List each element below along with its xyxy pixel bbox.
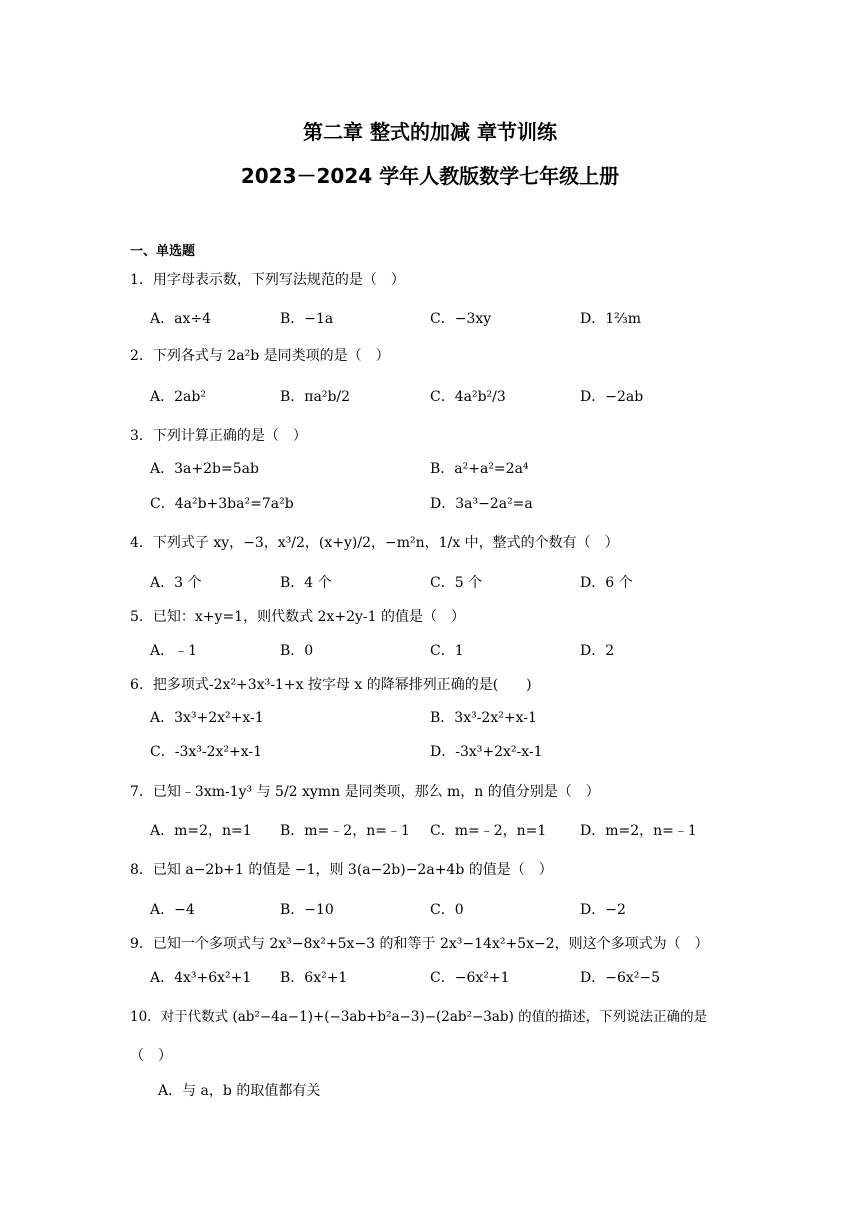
option-c: C．-3x³-2x²+x-1 <box>150 744 263 760</box>
question-10-stem: 10．对于代数式 (ab²−4a−1)+(−3ab+b²a−3)−(2ab²−3ab) 的值的描述，下列说法正确的是 <box>130 1009 708 1025</box>
question-9-stem: 9．已知一个多项式与 2x³−8x²+5x−3 的和等于 2x³−14x²+5x−2，则这个多项式为（ ） <box>130 936 709 952</box>
option-a: A．m=2，n=1 <box>150 823 252 839</box>
option-b: B．a²+a²=2a⁴ <box>430 461 529 477</box>
option-b: B．πa²b/2 <box>280 389 351 405</box>
option-c: C．1 <box>430 643 464 659</box>
section-heading: 一、单选题 <box>130 244 196 259</box>
option-a: A．3x³+2x²+x-1 <box>150 710 264 726</box>
option-d: D．3a³−2a²=a <box>430 496 533 512</box>
question-10-stem-cont: （ ） <box>130 1048 172 1064</box>
question-8-stem: 8．已知 a−2b+1 的值是 −1，则 3(a−2b)−2a+4b 的值是（ ） <box>130 862 553 878</box>
option-b: B．m=﹣2，n=﹣1 <box>280 823 410 839</box>
option-d: D．−2 <box>580 902 626 918</box>
option-d: D．1⅔m <box>580 311 641 327</box>
option-d: D．−6x²−5 <box>580 970 661 986</box>
question-4-stem: 4．下列式子 xy，−3，x³/2，(x+y)/2，−m²n，1/x 中，整式的个数有（ ） <box>130 535 619 551</box>
option-c: C．−6x²+1 <box>430 970 510 986</box>
document-subtitle: 2023－2024 学年人教版数学七年级上册 <box>240 164 620 188</box>
option-b: B．0 <box>280 643 314 659</box>
option-d: D．−2ab <box>580 389 644 405</box>
option-c: C．m=﹣2，n=1 <box>430 823 547 839</box>
option-a: A．3 个 <box>150 575 202 591</box>
question-3-stem: 3．下列计算正确的是（ ） <box>130 428 307 444</box>
option-a: A．ax÷4 <box>150 311 211 327</box>
option-d: D．m=2，n=﹣1 <box>580 823 697 839</box>
option-a: A．4x³+6x²+1 <box>150 970 252 986</box>
option-a: A．与 a，b 的取值都有关 <box>158 1083 321 1099</box>
option-c: C．5 个 <box>430 575 483 591</box>
option-c: C．4a²b+3ba²=7a²b <box>150 496 294 512</box>
question-7-stem: 7．已知﹣3xm-1y³ 与 5/2 xymn 是同类项，那么 m，n 的值分别是（ ） <box>130 784 600 800</box>
option-d: D．2 <box>580 643 615 659</box>
question-5-stem: 5．已知：x+y=1，则代数式 2x+2y-1 的值是（ ） <box>130 609 465 625</box>
option-c: C．4a²b²/3 <box>430 389 506 405</box>
question-6-stem: 6．把多项式-2x²+3x³-1+x 按字母 x 的降幂排列正确的是( ) <box>130 677 532 693</box>
option-b: B．−10 <box>280 902 334 918</box>
option-a: A．−4 <box>150 902 195 918</box>
question-2-stem: 2．下列各式与 2a²b 是同类项的是（ ） <box>130 348 390 364</box>
option-a: A．﹣1 <box>150 643 198 659</box>
option-d: D．-3x³+2x²-x-1 <box>430 744 543 760</box>
option-a: A．3a+2b=5ab <box>150 461 259 477</box>
option-d: D．6 个 <box>580 575 633 591</box>
document-title: 第二章 整式的加减 章节训练 <box>303 120 557 144</box>
option-b: B．6x²+1 <box>280 970 348 986</box>
option-a: A．2ab² <box>150 389 206 405</box>
option-b: B．−1a <box>280 311 334 327</box>
option-c: C．0 <box>430 902 464 918</box>
option-c: C．−3xy <box>430 311 492 327</box>
option-b: B．4 个 <box>280 575 332 591</box>
question-1-stem: 1．用字母表示数，下列写法规范的是（ ） <box>130 272 405 288</box>
option-b: B．3x³-2x²+x-1 <box>430 710 537 726</box>
